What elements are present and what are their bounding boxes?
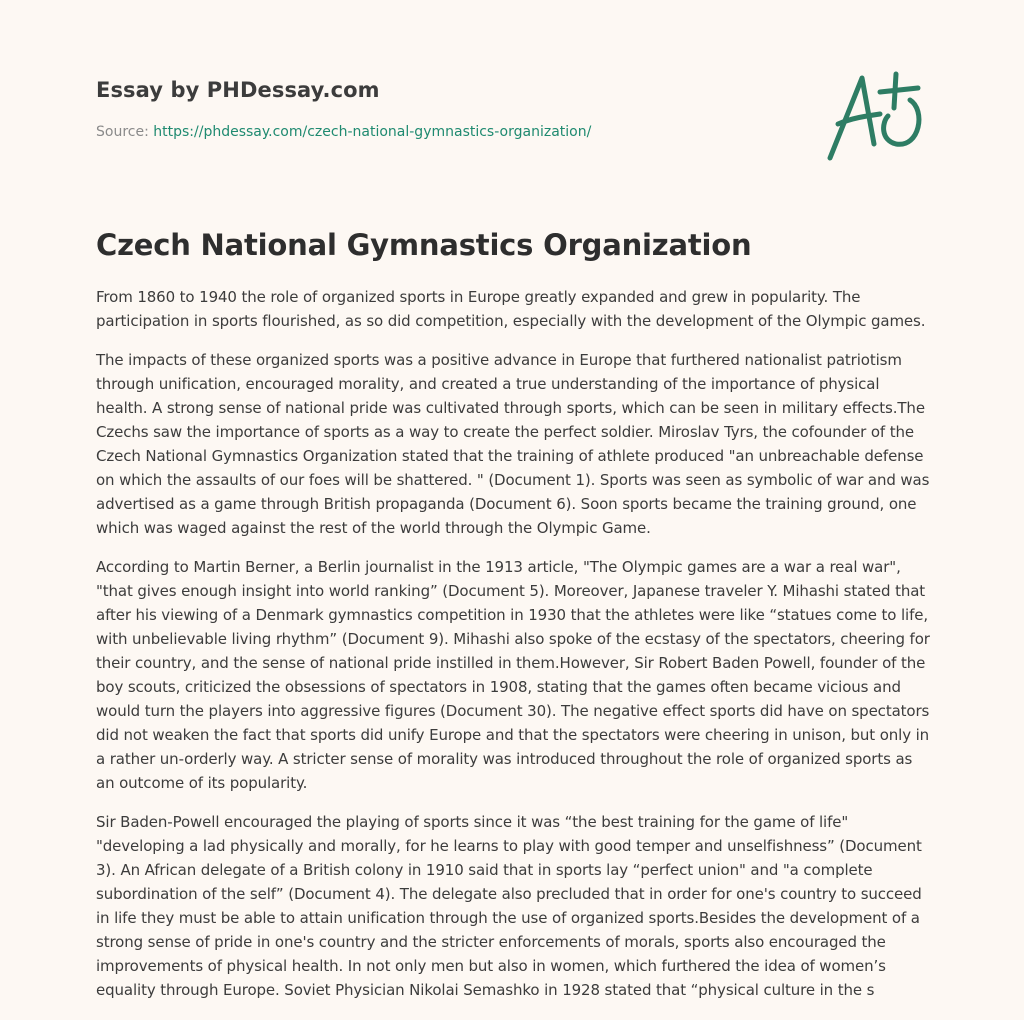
essay-body [96,285,930,1017]
essay-paragraph: According to Martin Berner, a Berlin journalist in the 1913 article, "The Olympic games are a war a real war", "that gives enough insight into world ranking” (Document 5). Moreover, Japanese traveler Y. Mihashi stated that after his viewing of a Denmark gymnastics competition in 1930 that the athletes were like “statues come to life, with unbelievable living rhythm” (Document 9). Mihashi also spoke of the ecstasy of the spectators, cheering for their country, and the sense of national pride instilled in them.However, Sir Robert Baden Powell, founder of the boy scouts, criticized the obsessions of spectators in 1908, stating that the games often became vicious and would turn the players into aggressive figures (Document 30). The negative effect sports did have on spectators did not weaken the fact that sports did unify Europe and that the spectators were cheering in unison, but only in a rather un-orderly way. A stricter sense of morality was introduced throughout the role of organized sports as an outcome of its popularity. [96,558,930,792]
brand-name: Essay by PHDessay.com [96,78,380,102]
site-header [96,78,796,102]
essay-paragraph: Sir Baden-Powell encouraged the playing of sports since it was “the best training for the game of life" "developing a lad physically and morally, for he learns to play with good temper and unselfishness” (Document 3). An African delegate of a British colony in 1910 said that in sports lay “perfect union" and "a complete subordination of the self” (Document 4). The delegate also precluded that in order for one's country to succeed in life they must be able to attain unification through the use of organized sports.Besides the development of a strong sense of pride in one's country and the stricter enforcements of morals, sports also encouraged the improvements of physical health. In not only men but also in women, which furthered the idea of women’s equality through Europe. Soviet Physician Nikolai Semashko in 1928 stated that “physical culture in the s [96,813,922,999]
source-link[interactable]: https://phdessay.com/czech-national-gymnastics-organization/ [153,124,592,140]
essay-paragraph: The impacts of these organized sports was a positive advance in Europe that furthered nationalist patriotism through unification, encouraged morality, and created a true understanding of the importance of physical health. A strong sense of national pride was cultivated through sports, which can be seen in military effects.The Czechs saw the importance of sports as a way to create the perfect soldier. Miroslav Tyrs, the cofounder of the Czech National Gymnastics Organization stated that the training of athlete produced "an unbreachable defense on which the assaults of our foes will be shattered. " (Document 1). Sports was seen as symbolic of war and was advertised as a game through British propaganda (Document 6). Soon sports became the training ground, one which was waged against the rest of the world through the Olympic Game. [96,351,930,537]
essay-title: Czech National Gymnastics Organization [96,228,752,262]
source-line [96,124,591,140]
essay-paragraph: From 1860 to 1940 the role of organized sports in Europe greatly expanded and grew in popularity. The participation in sports flourished, as so did competition, especially with the development of the Olympic games. [96,288,926,330]
a-plus-grade-icon [822,66,932,166]
source-label: Source: [96,124,154,140]
